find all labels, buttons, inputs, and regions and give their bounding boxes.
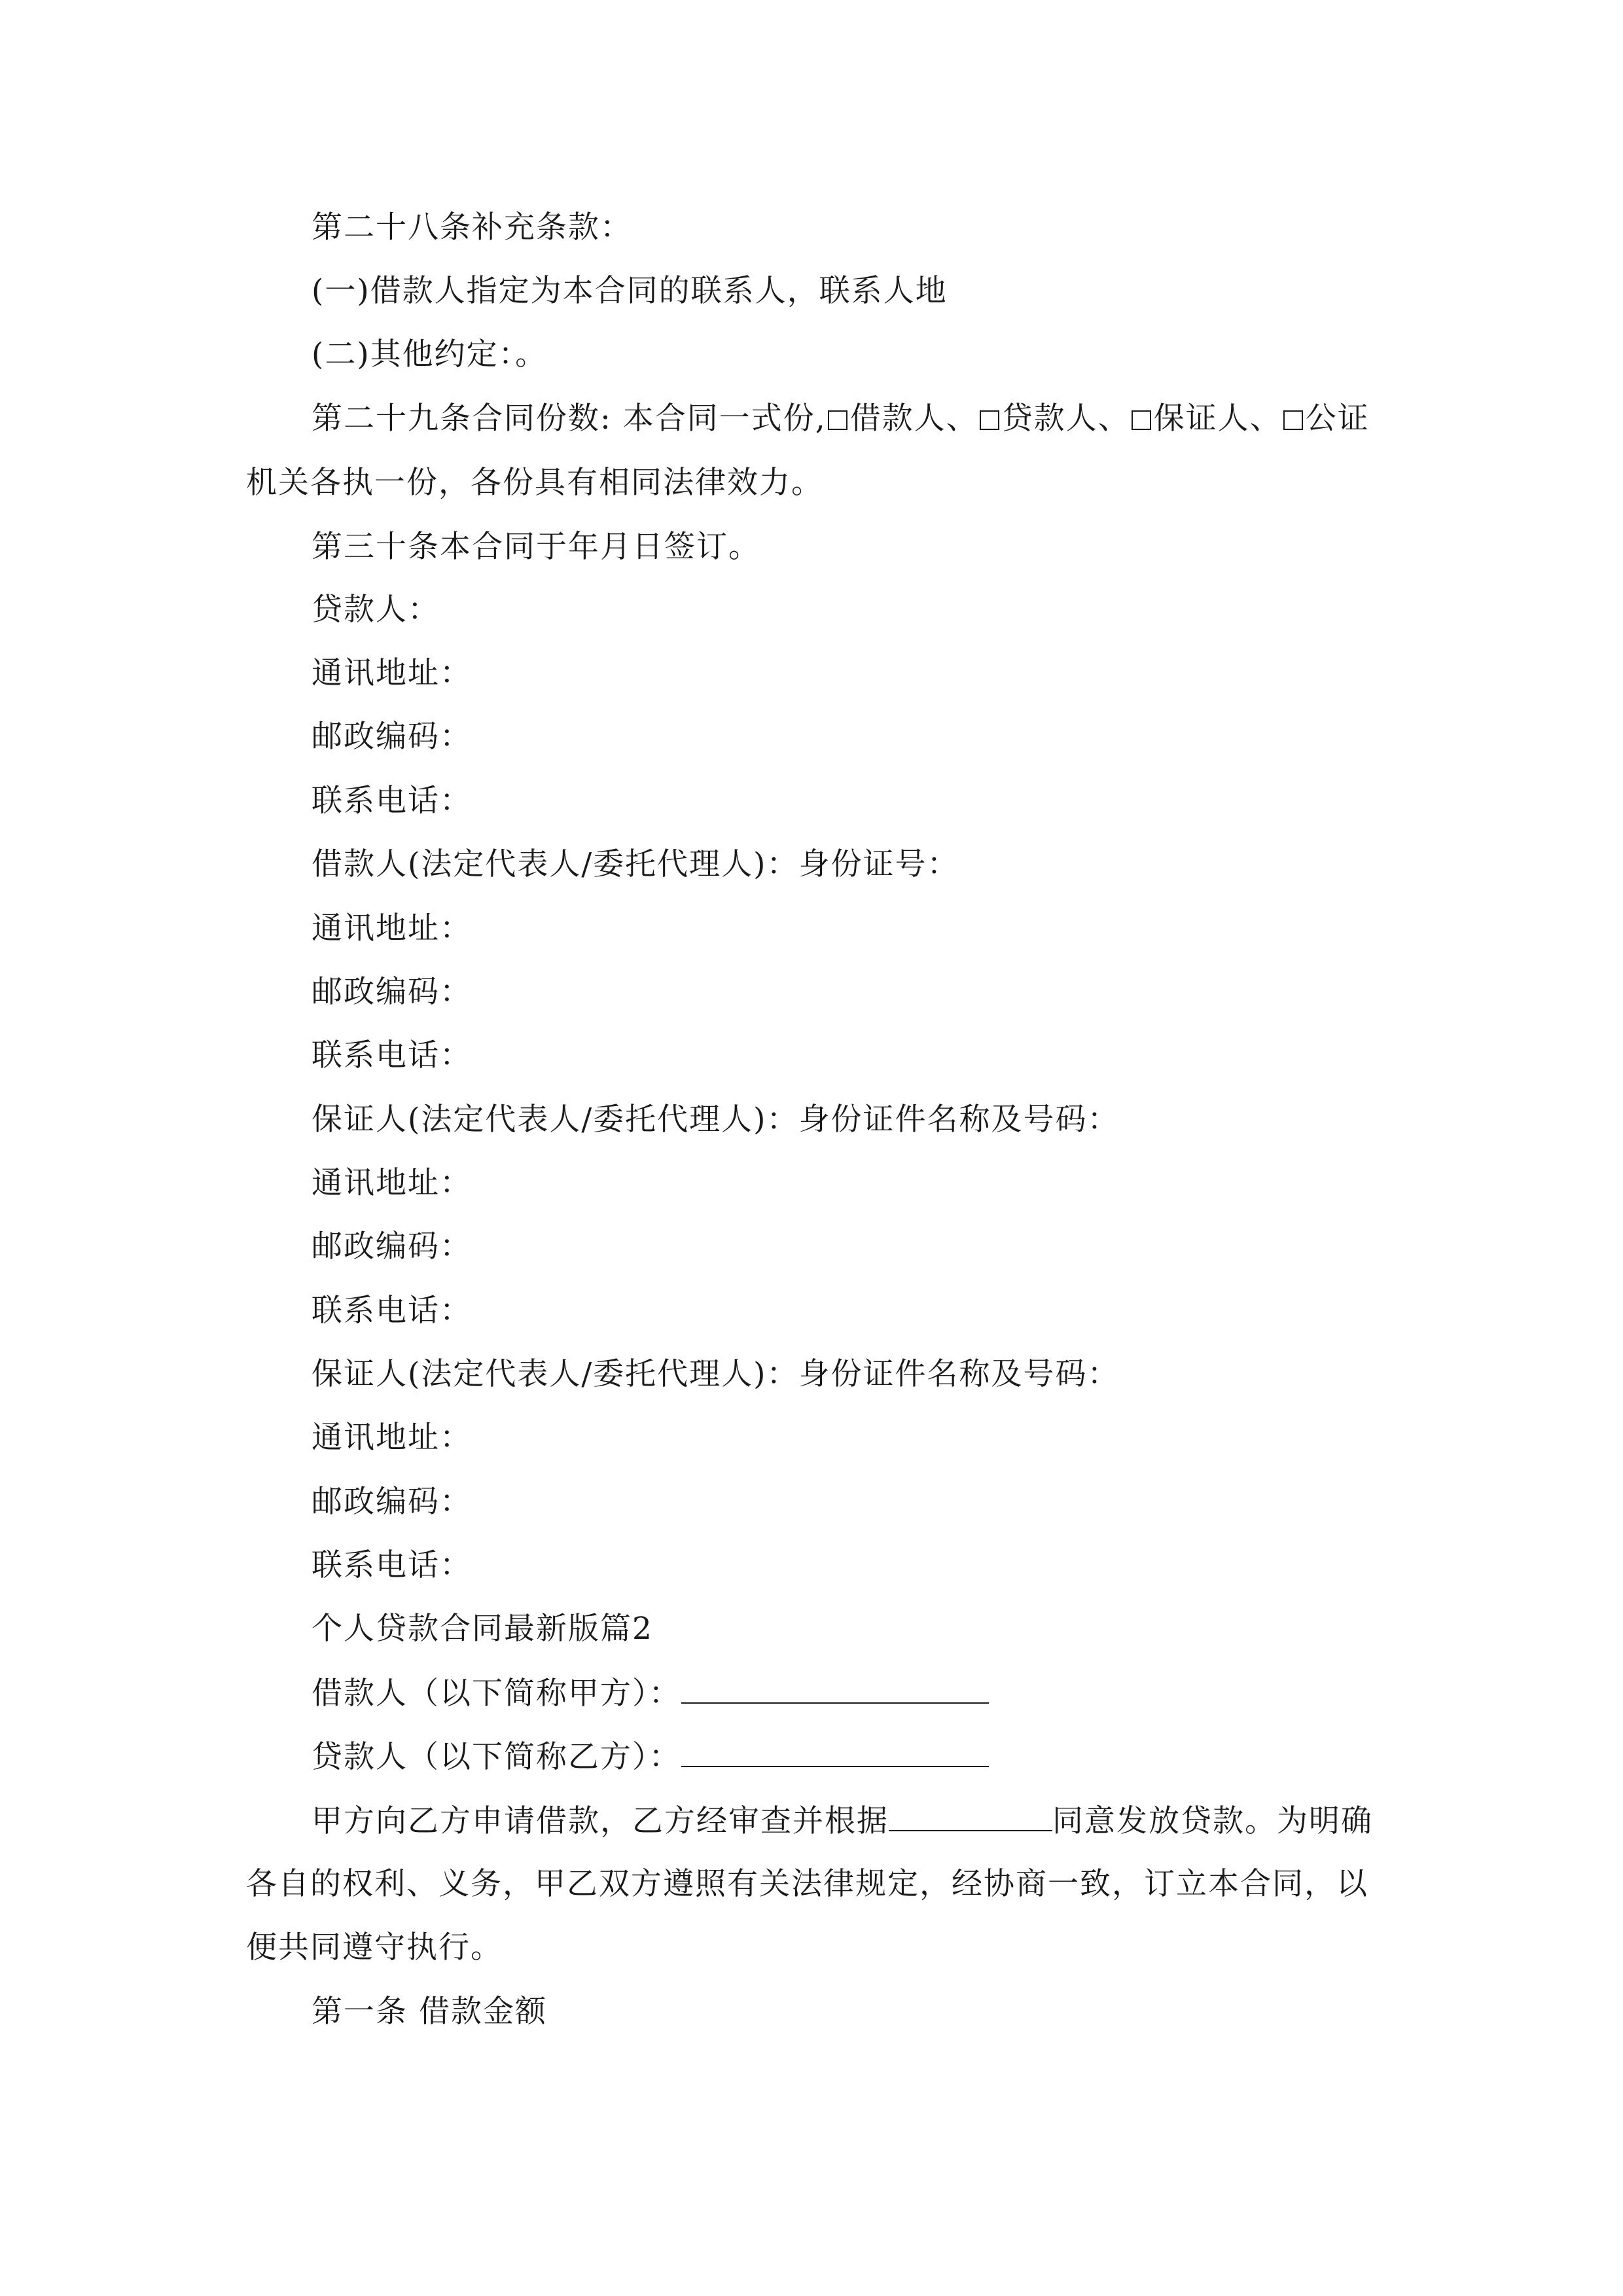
- borrower-label: 借款人(法定代表人/委托代理人)：身份证号：: [312, 846, 959, 882]
- guarantor-1-address: 通讯地址：: [312, 1165, 472, 1201]
- checkbox-icon: [1283, 410, 1303, 430]
- article-28-title: 第二十八条补充条款：: [312, 209, 632, 245]
- party-a-line: [312, 1674, 989, 1713]
- intro-line-1: [312, 1801, 1373, 1841]
- article-28-item-1: (一)借款人指定为本合同的联系人，联系人地: [312, 273, 948, 309]
- article-29-line-1: [312, 399, 1370, 439]
- article-29-line-2: 机关各执一份，各份具有相同法律效力。: [246, 465, 823, 501]
- party-b-blank: [681, 1737, 989, 1767]
- intro-line-3: 便共同遵守执行。: [246, 1929, 503, 1965]
- guarantor-2-label: 保证人(法定代表人/委托代理人)：身份证件名称及号码：: [312, 1356, 1120, 1392]
- article-1-title: 第一条 借款金额: [312, 1994, 547, 2030]
- article-29-prefix: 第二十九条合同份数: 本合同一式份,: [312, 401, 827, 437]
- guarantor-2-postcode: 邮政编码：: [312, 1484, 472, 1520]
- guarantor-2-address: 通讯地址：: [312, 1420, 472, 1456]
- borrower-postcode: 邮政编码：: [312, 974, 472, 1010]
- party-a-label: 借款人（以下简称甲方）：: [312, 1676, 681, 1712]
- borrower-address: 通讯地址：: [312, 910, 472, 946]
- checkbox-icon: [1132, 410, 1151, 430]
- article-29-borrower: 借款人、: [849, 401, 978, 437]
- guarantor-1-phone: 联系电话：: [312, 1293, 472, 1329]
- article-30: 第三十条本合同于年月日签订。: [312, 529, 760, 565]
- party-a-blank: [681, 1674, 989, 1704]
- guarantor-2-phone: 联系电话：: [312, 1547, 472, 1583]
- article-29-notary: 公证: [1305, 401, 1370, 437]
- intro-line-2: 各自的权利、义务，甲乙双方遵照有关法律规定，经协商一致，订立本合同，以: [246, 1866, 1368, 1902]
- checkbox-icon: [980, 410, 999, 430]
- intro-blank: [889, 1801, 1052, 1831]
- intro-part-1: 甲方向乙方申请借款，乙方经审查并根据: [312, 1803, 889, 1839]
- lender-postcode: 邮政编码：: [312, 719, 472, 755]
- lender-phone: 联系电话：: [312, 783, 472, 819]
- guarantor-1-label: 保证人(法定代表人/委托代理人)：身份证件名称及号码：: [312, 1102, 1120, 1138]
- lender-address: 通讯地址：: [312, 655, 472, 691]
- article-29-guarantor: 保证人、: [1153, 401, 1282, 437]
- section-2-title: 个人贷款合同最新版篇2: [312, 1611, 653, 1647]
- borrower-phone: 联系电话：: [312, 1037, 472, 1073]
- guarantor-1-postcode: 邮政编码：: [312, 1229, 472, 1265]
- checkbox-icon: [828, 410, 847, 430]
- intro-part-2: 同意发放贷款。为明确: [1052, 1803, 1373, 1839]
- article-29-lender: 贷款人、: [1001, 401, 1130, 437]
- party-b-line: [312, 1737, 989, 1777]
- article-28-item-2: (二)其他约定：。: [312, 336, 548, 372]
- party-b-label: 贷款人（以下简称乙方）：: [312, 1739, 681, 1775]
- lender-label: 贷款人：: [312, 592, 440, 628]
